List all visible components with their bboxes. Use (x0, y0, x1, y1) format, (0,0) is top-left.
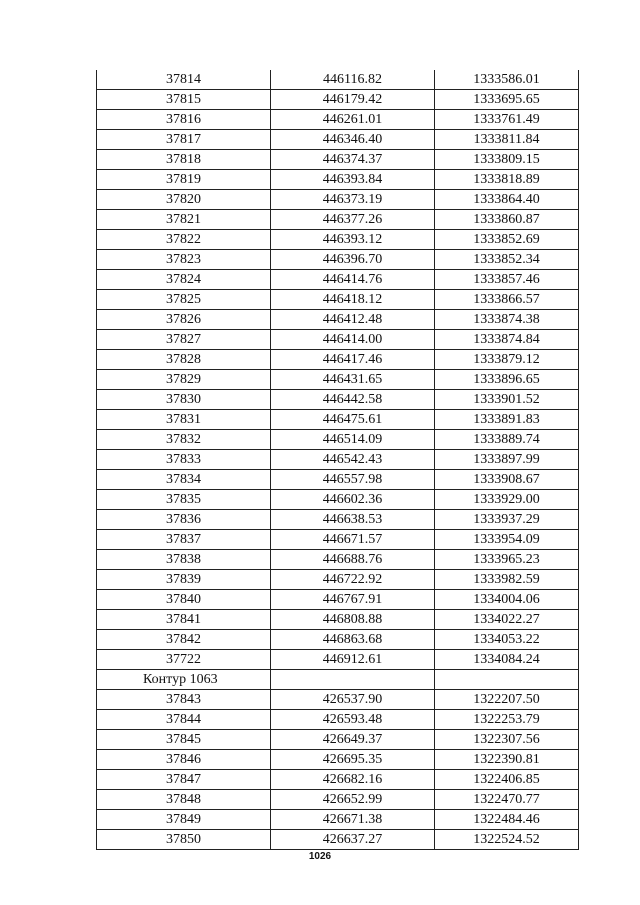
y-coordinate-cell: 1333695.65 (435, 90, 579, 110)
point-number-cell: 37820 (97, 190, 271, 210)
x-coordinate-cell: 426671.38 (271, 810, 435, 830)
point-number-cell: 37840 (97, 590, 271, 610)
y-coordinate-cell: 1333891.83 (435, 410, 579, 430)
x-coordinate-cell: 446377.26 (271, 210, 435, 230)
table-row (97, 230, 579, 250)
x-coordinate-cell: 426695.35 (271, 750, 435, 770)
y-coordinate-cell: 1333761.49 (435, 110, 579, 130)
y-coordinate-cell: 1333874.38 (435, 310, 579, 330)
x-coordinate-cell: 446431.65 (271, 370, 435, 390)
table-row (97, 550, 579, 570)
x-coordinate-cell: 446261.01 (271, 110, 435, 130)
point-number-cell: 37826 (97, 310, 271, 330)
x-coordinate-cell: 446671.57 (271, 530, 435, 550)
table-row (97, 530, 579, 550)
table-row (97, 70, 579, 90)
x-coordinate-cell: 446912.61 (271, 650, 435, 670)
table-row (97, 350, 579, 370)
table-row (97, 470, 579, 490)
x-coordinate-cell: 446808.88 (271, 610, 435, 630)
y-coordinate-cell: 1333866.57 (435, 290, 579, 310)
point-number-cell: 37823 (97, 250, 271, 270)
table-row (97, 610, 579, 630)
point-number-cell: 37825 (97, 290, 271, 310)
point-number-cell: 37815 (97, 90, 271, 110)
y-coordinate-cell: 1322307.56 (435, 730, 579, 750)
y-coordinate-cell: 1333929.00 (435, 490, 579, 510)
table-row (97, 130, 579, 150)
y-coordinate-cell: 1334022.27 (435, 610, 579, 630)
table-row (97, 830, 579, 850)
x-coordinate-cell: 446722.92 (271, 570, 435, 590)
y-coordinate-cell: 1333908.67 (435, 470, 579, 490)
x-coordinate-cell: 446542.43 (271, 450, 435, 470)
table-row (97, 790, 579, 810)
point-number-cell: 37835 (97, 490, 271, 510)
coordinates-table (96, 70, 579, 850)
point-number-cell: 37827 (97, 330, 271, 350)
point-number-cell: 37828 (97, 350, 271, 370)
y-coordinate-cell: 1333965.23 (435, 550, 579, 570)
table-row (97, 750, 579, 770)
y-coordinate-cell: 1322484.46 (435, 810, 579, 830)
point-number-cell: 37832 (97, 430, 271, 450)
point-number-cell: 37844 (97, 710, 271, 730)
empty-cell (271, 670, 435, 690)
x-coordinate-cell: 446418.12 (271, 290, 435, 310)
x-coordinate-cell: 446374.37 (271, 150, 435, 170)
table-row (97, 710, 579, 730)
y-coordinate-cell: 1334084.24 (435, 650, 579, 670)
x-coordinate-cell: 446393.84 (271, 170, 435, 190)
x-coordinate-cell: 446442.58 (271, 390, 435, 410)
table-row (97, 770, 579, 790)
x-coordinate-cell: 426637.27 (271, 830, 435, 850)
y-coordinate-cell: 1322524.52 (435, 830, 579, 850)
x-coordinate-cell: 446373.19 (271, 190, 435, 210)
y-coordinate-cell: 1333889.74 (435, 430, 579, 450)
page-number: 1026 (308, 851, 332, 862)
y-coordinate-cell: 1333896.65 (435, 370, 579, 390)
table-row (97, 250, 579, 270)
table-row (97, 510, 579, 530)
table-row (97, 730, 579, 750)
point-number-cell: 37837 (97, 530, 271, 550)
y-coordinate-cell: 1322253.79 (435, 710, 579, 730)
table-row (97, 490, 579, 510)
x-coordinate-cell: 426537.90 (271, 690, 435, 710)
x-coordinate-cell: 446863.68 (271, 630, 435, 650)
point-number-cell: 37843 (97, 690, 271, 710)
table-row (97, 410, 579, 430)
x-coordinate-cell: 446638.53 (271, 510, 435, 530)
table-row (97, 630, 579, 650)
table-row (97, 590, 579, 610)
point-number-cell: 37817 (97, 130, 271, 150)
table-row (97, 150, 579, 170)
table-row (97, 390, 579, 410)
y-coordinate-cell: 1333860.87 (435, 210, 579, 230)
y-coordinate-cell: 1333874.84 (435, 330, 579, 350)
table-row (97, 690, 579, 710)
point-number-cell: 37839 (97, 570, 271, 590)
x-coordinate-cell: 446414.00 (271, 330, 435, 350)
x-coordinate-cell: 446514.09 (271, 430, 435, 450)
point-number-cell: 37722 (97, 650, 271, 670)
table-row (97, 450, 579, 470)
point-number-cell: 37833 (97, 450, 271, 470)
table-row (97, 170, 579, 190)
point-number-cell: 37819 (97, 170, 271, 190)
point-number-cell: 37821 (97, 210, 271, 230)
y-coordinate-cell: 1333954.09 (435, 530, 579, 550)
point-number-cell: 37829 (97, 370, 271, 390)
table-row (97, 370, 579, 390)
x-coordinate-cell: 426652.99 (271, 790, 435, 810)
point-number-cell: 37822 (97, 230, 271, 250)
x-coordinate-cell: 446475.61 (271, 410, 435, 430)
point-number-cell: 37845 (97, 730, 271, 750)
coordinates-table-body (97, 70, 579, 850)
point-number-cell: 37847 (97, 770, 271, 790)
y-coordinate-cell: 1333852.69 (435, 230, 579, 250)
table-row (97, 290, 579, 310)
y-coordinate-cell: 1333879.12 (435, 350, 579, 370)
y-coordinate-cell: 1333811.84 (435, 130, 579, 150)
x-coordinate-cell: 446414.76 (271, 270, 435, 290)
x-coordinate-cell: 446557.98 (271, 470, 435, 490)
x-coordinate-cell: 446116.82 (271, 70, 435, 90)
point-number-cell: 37818 (97, 150, 271, 170)
y-coordinate-cell: 1333864.40 (435, 190, 579, 210)
point-number-cell: 37849 (97, 810, 271, 830)
y-coordinate-cell: 1333818.89 (435, 170, 579, 190)
y-coordinate-cell: 1333897.99 (435, 450, 579, 470)
y-coordinate-cell: 1333901.52 (435, 390, 579, 410)
y-coordinate-cell: 1333809.15 (435, 150, 579, 170)
x-coordinate-cell: 446688.76 (271, 550, 435, 570)
empty-cell (435, 670, 579, 690)
point-number-cell: 37831 (97, 410, 271, 430)
x-coordinate-cell: 426593.48 (271, 710, 435, 730)
point-number-cell: 37838 (97, 550, 271, 570)
y-coordinate-cell: 1322406.85 (435, 770, 579, 790)
point-number-cell: 37836 (97, 510, 271, 530)
x-coordinate-cell: 446346.40 (271, 130, 435, 150)
point-number-cell: 37830 (97, 390, 271, 410)
x-coordinate-cell: 446396.70 (271, 250, 435, 270)
y-coordinate-cell: 1334053.22 (435, 630, 579, 650)
y-coordinate-cell: 1322390.81 (435, 750, 579, 770)
table-row (97, 430, 579, 450)
point-number-cell: 37816 (97, 110, 271, 130)
table-row (97, 270, 579, 290)
contour-label: Контур 1063 (97, 670, 271, 690)
table-row (97, 330, 579, 350)
x-coordinate-cell: 426649.37 (271, 730, 435, 750)
point-number-cell: 37824 (97, 270, 271, 290)
point-number-cell: 37850 (97, 830, 271, 850)
table-row (97, 810, 579, 830)
table-row (97, 650, 579, 670)
point-number-cell: 37834 (97, 470, 271, 490)
point-number-cell: 37848 (97, 790, 271, 810)
x-coordinate-cell: 426682.16 (271, 770, 435, 790)
x-coordinate-cell: 446417.46 (271, 350, 435, 370)
x-coordinate-cell: 446179.42 (271, 90, 435, 110)
table-row (97, 190, 579, 210)
point-number-cell: 37846 (97, 750, 271, 770)
x-coordinate-cell: 446767.91 (271, 590, 435, 610)
table-row (97, 110, 579, 130)
table-row (97, 570, 579, 590)
contour-section-row (97, 670, 579, 690)
y-coordinate-cell: 1322470.77 (435, 790, 579, 810)
table-row (97, 90, 579, 110)
table-row (97, 310, 579, 330)
y-coordinate-cell: 1322207.50 (435, 690, 579, 710)
y-coordinate-cell: 1333586.01 (435, 70, 579, 90)
y-coordinate-cell: 1333982.59 (435, 570, 579, 590)
y-coordinate-cell: 1333852.34 (435, 250, 579, 270)
table-row (97, 210, 579, 230)
y-coordinate-cell: 1333937.29 (435, 510, 579, 530)
point-number-cell: 37814 (97, 70, 271, 90)
y-coordinate-cell: 1333857.46 (435, 270, 579, 290)
x-coordinate-cell: 446412.48 (271, 310, 435, 330)
x-coordinate-cell: 446602.36 (271, 490, 435, 510)
point-number-cell: 37842 (97, 630, 271, 650)
y-coordinate-cell: 1334004.06 (435, 590, 579, 610)
point-number-cell: 37841 (97, 610, 271, 630)
x-coordinate-cell: 446393.12 (271, 230, 435, 250)
